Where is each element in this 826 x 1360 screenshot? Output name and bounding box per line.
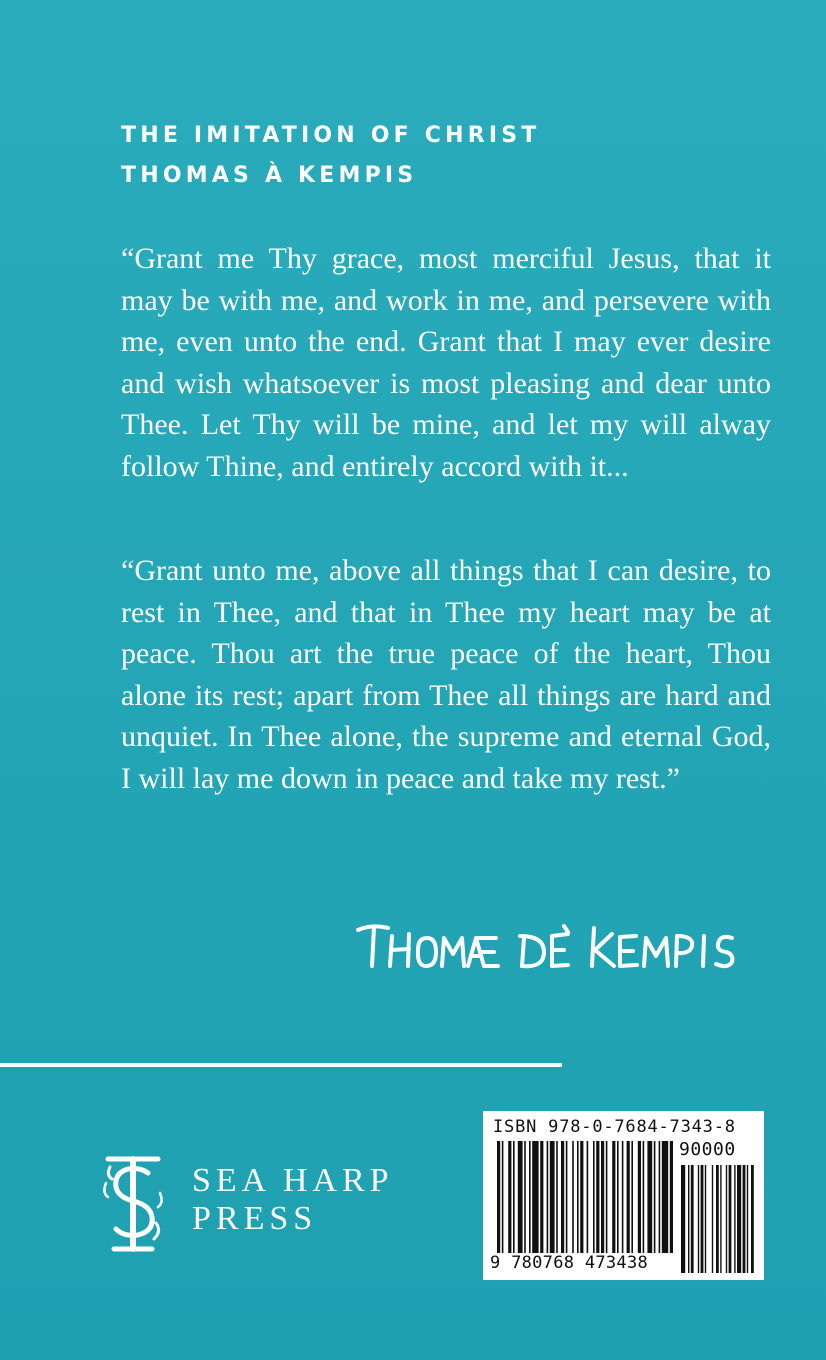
quote-paragraph-2: “Grant unto me, above all things that I can desire, to rest in Thee, and that in Thee my heart may be at peace. Thou art the true peace of the heart, Thou alone its rest; apart from Thee all things are hard and unquiet. In Thee alone, the supreme and eternal God, I will lay me down in peace and take my rest.” (121, 554, 771, 795)
book-title: THE IMITATION OF CHRIST (121, 123, 541, 148)
book-heading (121, 116, 540, 196)
isbn-number: ISBN 978-0-7684-7343-8 (493, 1117, 736, 1137)
sh-monogram-icon (100, 1153, 166, 1253)
divider-rule (0, 1063, 562, 1067)
book-author: THOMAS À KEMPIS (121, 163, 418, 188)
isbn-barcode (483, 1111, 764, 1280)
quote-paragraph-1: “Grant me Thy grace, most merciful Jesus, that it may be with me, and work in me, and persevere with me, even unto the end. Grant that I may ever desire and wish whatsoever is most pleasing and dear unto Thee. Let Thy will be mine, and let my will alway follow Thine, and entirely accord with it... (121, 242, 771, 483)
ean-number: 9 780768 473438 (490, 1253, 649, 1273)
publisher-line-2: PRESS (192, 1200, 318, 1237)
publisher-name (192, 1162, 394, 1238)
price-addon-code: 90000 (679, 1139, 736, 1160)
handwritten-signature (354, 916, 774, 976)
publisher-line-1: SEA HARP (192, 1162, 394, 1199)
